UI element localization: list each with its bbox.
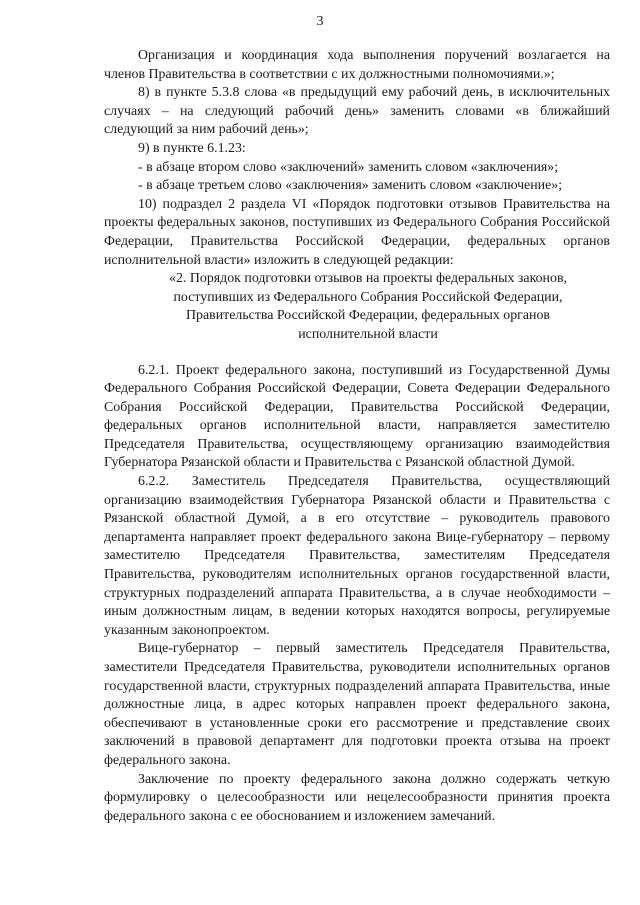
paragraph: 8) в пункте 5.3.8 слова «в предыдущий ему рабочий день, в исключительных случаях – на следующий рабочий день» заменить словами «в ближайший следующий за ним рабочий день»;: [104, 85, 610, 138]
paragraph: Заключение по проекту федерального закона должно содержать четкую формулировку о целесообразности или нецелесообразности принятия проекта федерального закона с ее обоснованием и изложением замечаний.: [104, 771, 610, 824]
paragraph: 9) в пункте 6.1.23:: [138, 140, 246, 156]
spacer: [104, 345, 610, 362]
page-number: 3: [316, 14, 324, 29]
paragraph: 6.2.1. Проект федерального закона, поступивший из Государственной Думы Федерального Собрания Российской Федерации, Совета Федерации Федерального Собрания Российской Федерации, Правительства Российской Федерации, федеральных органов исполнительной власти, направляется заместителю Председателя Правительства, осуществляющему организацию взаимодействия Губернатора Рязанской области и Правительства с Рязанской областной Думой.: [104, 362, 610, 471]
paragraph: - в абзаце втором слово «заключений» заменить словом «заключения»;: [138, 159, 559, 175]
paragraph: 10) подраздел 2 раздела VI «Порядок подготовки отзывов Правительства на проекты федеральных законов, поступивших из Федерального Собрания Российской Федерации, Правительства Российской Федерации, федеральных органов исполнительной власти» изложить в следующей редакции:: [104, 196, 610, 268]
paragraph: 6.2.2. Заместитель Председателя Правительства, осуществляющий организацию взаимодействия Губернатора Рязанской области и Правительства с Рязанской областной Думой, а в его отсутствие – руководитель правового департамента направляет проект федерального закона Вице-губернатору – первому заместителю Председателя Правительства, заместителям Председателя Правительства, руководителям исполнительных органов государственной власти, структурных подразделений аппарата Правительства, а в случае необходимости – иным должностным лицам, в ведении которых находятся вопросы, регулируемые указанным законопроектом.: [104, 474, 610, 638]
paragraph: - в абзаце третьем слово «заключения» заменить словом «заключение»;: [138, 178, 563, 194]
paragraph: Вице-губернатор – первый заместитель Председателя Правительства, заместители Председателя Правительства, руководители исполнительных органов государственной власти, структурных подразделений аппарата Правительства, иные должностные лица, в адрес которых направлен проект федерального закона, обеспечивают в установленные сроки его рассмотрение и представление своих заключений в правовой департамент для подготовки проекта отзыва на проект федерального закона.: [104, 641, 610, 768]
section-heading: «2. Порядок подготовки отзывов на проекты федеральных законов, поступивших из Федерального Собрания Российской Федерации, Правительства Российской Федерации, федеральных органов исполнительной власти: [169, 271, 567, 342]
document-body: [104, 47, 610, 826]
paragraph: Организация и координация хода выполнения поручений возлагается на членов Правительства в соответствии с их должностными полномочиями.»;: [104, 48, 610, 82]
